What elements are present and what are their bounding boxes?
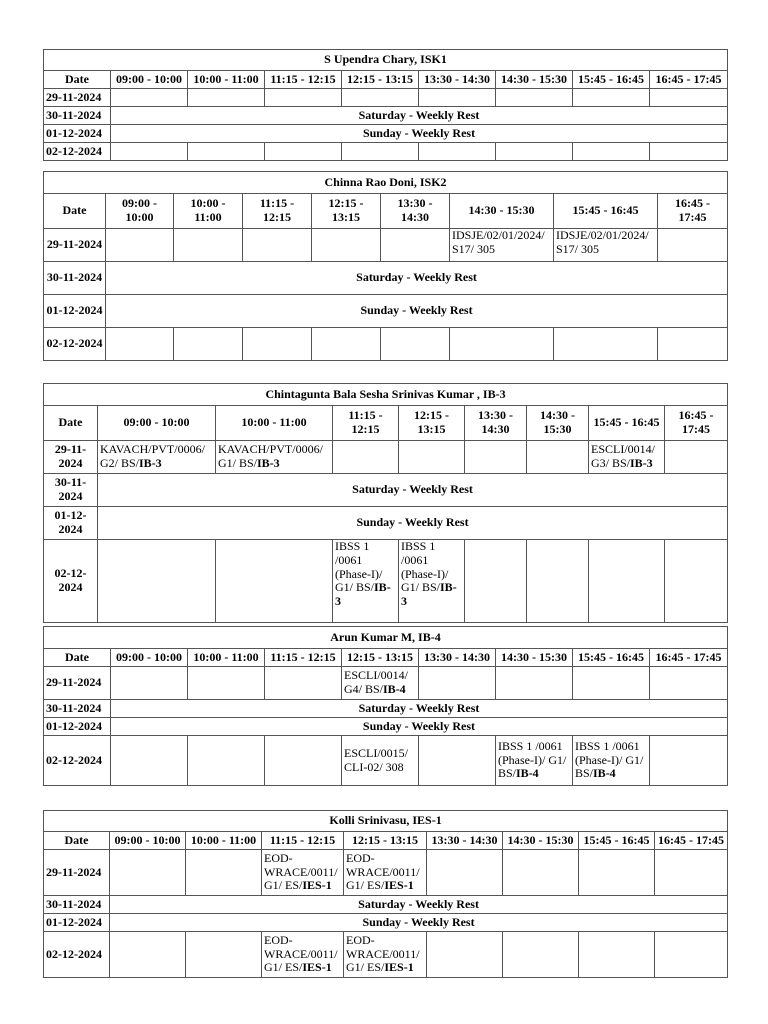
rest-cell: Sunday - Weekly Rest xyxy=(111,125,728,143)
rest-cell: Saturday - Weekly Rest xyxy=(111,107,728,125)
column-header: Date xyxy=(44,406,98,441)
date-cell: 01-12-2024 xyxy=(44,125,111,143)
column-header: 11:15 - 12:15 xyxy=(262,832,344,850)
slot-cell xyxy=(381,229,450,262)
column-header: 15:45 - 16:45 xyxy=(554,194,658,229)
session-code: IBSS 1 /0061 (Phase-I)/ G1/ BS/ xyxy=(335,539,383,595)
column-header: 12:15 - 13:15 xyxy=(312,194,381,229)
slot-cell xyxy=(243,328,312,361)
column-header: 14:30 - 15:30 xyxy=(450,194,554,229)
timetable-ies1 xyxy=(43,810,728,978)
slot-cell xyxy=(554,328,658,361)
slot-cell xyxy=(427,932,503,978)
session-cell xyxy=(333,540,399,623)
timetable-isk1 xyxy=(43,49,728,161)
session-code: IBSS 1 /0061 (Phase-I)/ G1/ BS/ xyxy=(575,738,644,781)
rest-cell: Saturday - Weekly Rest xyxy=(110,896,728,914)
date-cell: 30-11-2024 xyxy=(44,107,111,125)
slot-cell xyxy=(419,667,496,700)
slot-cell xyxy=(265,736,342,786)
date-cell: 29-11-2024 xyxy=(44,229,106,262)
session-code: ESCLI/0014/ G4/ BS/ xyxy=(344,668,409,696)
column-header: 12:15 - 13:15 xyxy=(344,832,427,850)
slot-cell xyxy=(419,736,496,786)
rest-cell: Saturday - Weekly Rest xyxy=(111,700,728,718)
column-header: 16:45 - 17:45 xyxy=(665,406,728,441)
session-location: IB-3 xyxy=(257,456,280,470)
column-header: 13:30 - 14:30 xyxy=(419,649,496,667)
column-header: 09:00 - 10:00 xyxy=(110,832,186,850)
slot-cell xyxy=(312,328,381,361)
column-header: 12:15 - 13:15 xyxy=(342,71,419,89)
slot-cell xyxy=(111,736,188,786)
slot-cell xyxy=(98,540,216,623)
session-location: IES-1 xyxy=(302,878,332,893)
rest-cell: Saturday - Weekly Rest xyxy=(106,262,728,295)
rest-cell: Sunday - Weekly Rest xyxy=(98,507,728,540)
slot-cell xyxy=(381,328,450,361)
timetable-isk2 xyxy=(43,171,728,361)
slot-cell xyxy=(527,441,589,474)
rest-cell: Sunday - Weekly Rest xyxy=(111,718,728,736)
date-cell: 02-12-2024 xyxy=(44,540,98,623)
column-header: 15:45 - 16:45 xyxy=(573,71,650,89)
slot-cell xyxy=(342,143,419,161)
table-row xyxy=(44,718,728,736)
column-header: 11:15 - 12:15 xyxy=(265,71,342,89)
table-row xyxy=(44,700,728,718)
slot-cell xyxy=(465,540,527,623)
date-cell: 29-11-2024 xyxy=(44,441,98,474)
slot-cell xyxy=(312,229,381,262)
slot-cell xyxy=(496,143,573,161)
slot-cell xyxy=(655,850,728,896)
slot-cell xyxy=(106,229,174,262)
table-row xyxy=(44,89,728,107)
column-header: 11:15 - 12:15 xyxy=(333,406,399,441)
table-title: Kolli Srinivasu, IES-1 xyxy=(44,811,728,832)
slot-cell xyxy=(658,229,728,262)
session-cell xyxy=(98,441,216,474)
column-header: 13:30 - 14:30 xyxy=(419,71,496,89)
table-row xyxy=(44,850,728,896)
column-header: 12:15 - 13:15 xyxy=(399,406,465,441)
column-header: 09:00 - 10:00 xyxy=(98,406,216,441)
slot-cell xyxy=(650,89,728,107)
column-header: 14:30 - 15:30 xyxy=(496,649,573,667)
session-code: EOD- WRACE/0011/ G1/ ES/ xyxy=(264,932,338,975)
slot-cell xyxy=(419,143,496,161)
session-code: KAVACH/PVT/0006/ G2/ BS/ xyxy=(100,442,205,470)
slot-cell xyxy=(503,850,579,896)
table-row xyxy=(44,914,728,932)
date-cell: 30-11-2024 xyxy=(44,896,110,914)
session-cell xyxy=(262,932,344,978)
column-header: 09:00 - 10:00 xyxy=(111,71,188,89)
session-code: ESCLI/0014/ G3/ BS/ xyxy=(591,442,656,470)
slot-cell xyxy=(655,932,728,978)
date-cell: 29-11-2024 xyxy=(44,667,111,700)
session-code: EOD- WRACE/0011/ G1/ ES/ xyxy=(346,850,420,893)
slot-cell xyxy=(174,229,243,262)
session-cell xyxy=(344,850,427,896)
column-header: 11:15 - 12:15 xyxy=(243,194,312,229)
date-cell: 30-11-2024 xyxy=(44,474,98,507)
slot-cell xyxy=(174,328,243,361)
column-header: Date xyxy=(44,832,110,850)
table-row xyxy=(44,107,728,125)
slot-cell xyxy=(579,932,655,978)
slot-cell xyxy=(650,143,728,161)
slot-cell xyxy=(111,143,188,161)
column-header: 14:30 - 15:30 xyxy=(496,71,573,89)
slot-cell xyxy=(188,143,265,161)
column-header: 16:45 - 17:45 xyxy=(650,649,728,667)
timetable-ib3 xyxy=(43,383,728,623)
session-cell xyxy=(262,850,344,896)
column-header: Date xyxy=(44,194,106,229)
slot-cell xyxy=(573,89,650,107)
table-row xyxy=(44,143,728,161)
column-header: 15:45 - 16:45 xyxy=(573,649,650,667)
slot-cell xyxy=(419,89,496,107)
date-cell: 02-12-2024 xyxy=(44,932,110,978)
slot-cell xyxy=(106,328,174,361)
slot-cell xyxy=(658,328,728,361)
date-cell: 30-11-2024 xyxy=(44,700,111,718)
slot-cell xyxy=(110,932,186,978)
slot-cell xyxy=(465,441,527,474)
table-row xyxy=(44,262,728,295)
slot-cell xyxy=(186,932,262,978)
session-location: IES-1 xyxy=(384,960,414,975)
slot-cell xyxy=(342,89,419,107)
slot-cell xyxy=(527,540,589,623)
date-cell: 29-11-2024 xyxy=(44,850,110,896)
date-cell: 01-12-2024 xyxy=(44,914,110,932)
session-cell xyxy=(344,932,427,978)
slot-cell xyxy=(265,667,342,700)
table-title: Arun Kumar M, IB-4 xyxy=(44,627,728,649)
slot-cell xyxy=(665,540,728,623)
table-row xyxy=(44,125,728,143)
table-row xyxy=(44,932,728,978)
slot-cell xyxy=(450,328,554,361)
table-row xyxy=(44,295,728,328)
slot-cell xyxy=(496,89,573,107)
column-header: Date xyxy=(44,71,111,89)
session-location: IES-1 xyxy=(384,878,414,893)
slot-cell xyxy=(186,850,262,896)
date-cell: 02-12-2024 xyxy=(44,736,111,786)
rest-cell: Saturday - Weekly Rest xyxy=(98,474,728,507)
table-row xyxy=(44,896,728,914)
slot-cell xyxy=(573,143,650,161)
slot-cell xyxy=(589,540,665,623)
date-cell: 01-12-2024 xyxy=(44,295,106,328)
session-cell: IDSJE/02/01/2024/ S17/ 305 xyxy=(554,229,658,262)
slot-cell xyxy=(573,667,650,700)
slot-cell xyxy=(427,850,503,896)
session-location: IB-3 xyxy=(335,580,391,609)
date-cell: 02-12-2024 xyxy=(44,143,111,161)
date-cell: 29-11-2024 xyxy=(44,89,111,107)
session-code: KAVACH/PVT/0006/ G1/ BS/ xyxy=(218,442,323,470)
column-header: 15:45 - 16:45 xyxy=(589,406,665,441)
session-code: IBSS 1 /0061 (Phase-I)/ G1/ BS/ xyxy=(401,539,449,595)
session-location: IB-4 xyxy=(593,766,616,781)
column-header: 10:00 - 11:00 xyxy=(188,71,265,89)
session-cell: ESCLI/0015/ CLI-02/ 308 xyxy=(342,736,419,786)
table-title: S Upendra Chary, ISK1 xyxy=(44,50,728,71)
table-row xyxy=(44,667,728,700)
table-title: Chinna Rao Doni, ISK2 xyxy=(44,172,728,194)
slot-cell xyxy=(243,229,312,262)
slot-cell xyxy=(399,441,465,474)
slot-cell xyxy=(496,667,573,700)
date-cell: 02-12-2024 xyxy=(44,328,106,361)
table-row xyxy=(44,736,728,786)
date-cell: 01-12-2024 xyxy=(44,718,111,736)
table-row xyxy=(44,540,728,623)
session-location: IES-1 xyxy=(302,960,332,975)
session-cell xyxy=(399,540,465,623)
session-cell xyxy=(573,736,650,786)
slot-cell xyxy=(333,441,399,474)
timetable-ib4 xyxy=(43,626,728,786)
slot-cell xyxy=(188,667,265,700)
session-cell xyxy=(216,441,333,474)
column-header: 16:45 - 17:45 xyxy=(658,194,728,229)
slot-cell xyxy=(650,667,728,700)
slot-cell xyxy=(665,441,728,474)
slot-cell xyxy=(265,89,342,107)
session-location: IB-4 xyxy=(383,682,406,696)
table-row xyxy=(44,441,728,474)
session-location: IB-3 xyxy=(630,456,653,470)
table-row xyxy=(44,328,728,361)
session-location: IB-3 xyxy=(139,456,162,470)
column-header: 16:45 - 17:45 xyxy=(655,832,728,850)
slot-cell xyxy=(265,143,342,161)
table-title: Chintagunta Bala Sesha Srinivas Kumar , IB-3 xyxy=(44,384,728,406)
table-row xyxy=(44,229,728,262)
column-header: 10:00 - 11:00 xyxy=(174,194,243,229)
slot-cell xyxy=(188,89,265,107)
column-header: 12:15 - 13:15 xyxy=(342,649,419,667)
column-header: 13:30 - 14:30 xyxy=(427,832,503,850)
slot-cell xyxy=(216,540,333,623)
session-cell xyxy=(589,441,665,474)
session-location: IB-4 xyxy=(516,766,539,781)
session-location: IB-3 xyxy=(401,580,457,609)
slot-cell xyxy=(111,89,188,107)
column-header: 13:30 - 14:30 xyxy=(381,194,450,229)
column-header: 11:15 - 12:15 xyxy=(265,649,342,667)
column-header: 16:45 - 17:45 xyxy=(650,71,728,89)
column-header: 14:30 - 15:30 xyxy=(503,832,579,850)
slot-cell xyxy=(503,932,579,978)
session-code: IBSS 1 /0061 (Phase-I)/ G1/ BS/ xyxy=(498,738,567,781)
slot-cell xyxy=(111,667,188,700)
column-header: 10:00 - 11:00 xyxy=(216,406,333,441)
slot-cell xyxy=(188,736,265,786)
column-header: 09:00 - 10:00 xyxy=(111,649,188,667)
table-row xyxy=(44,474,728,507)
date-cell: 30-11-2024 xyxy=(44,262,106,295)
column-header: 10:00 - 11:00 xyxy=(186,832,262,850)
column-header: 09:00 - 10:00 xyxy=(106,194,174,229)
slot-cell xyxy=(579,850,655,896)
column-header: Date xyxy=(44,649,111,667)
column-header: 14:30 - 15:30 xyxy=(527,406,589,441)
session-code: EOD- WRACE/0011/ G1/ ES/ xyxy=(264,850,338,893)
session-cell xyxy=(342,667,419,700)
rest-cell: Sunday - Weekly Rest xyxy=(110,914,728,932)
column-header: 15:45 - 16:45 xyxy=(579,832,655,850)
session-cell: IDSJE/02/01/2024/ S17/ 305 xyxy=(450,229,554,262)
slot-cell xyxy=(110,850,186,896)
column-header: 10:00 - 11:00 xyxy=(188,649,265,667)
column-header: 13:30 - 14:30 xyxy=(465,406,527,441)
slot-cell xyxy=(650,736,728,786)
rest-cell: Sunday - Weekly Rest xyxy=(106,295,728,328)
session-code: EOD- WRACE/0011/ G1/ ES/ xyxy=(346,932,420,975)
date-cell: 01-12-2024 xyxy=(44,507,98,540)
session-cell xyxy=(496,736,573,786)
table-row xyxy=(44,507,728,540)
